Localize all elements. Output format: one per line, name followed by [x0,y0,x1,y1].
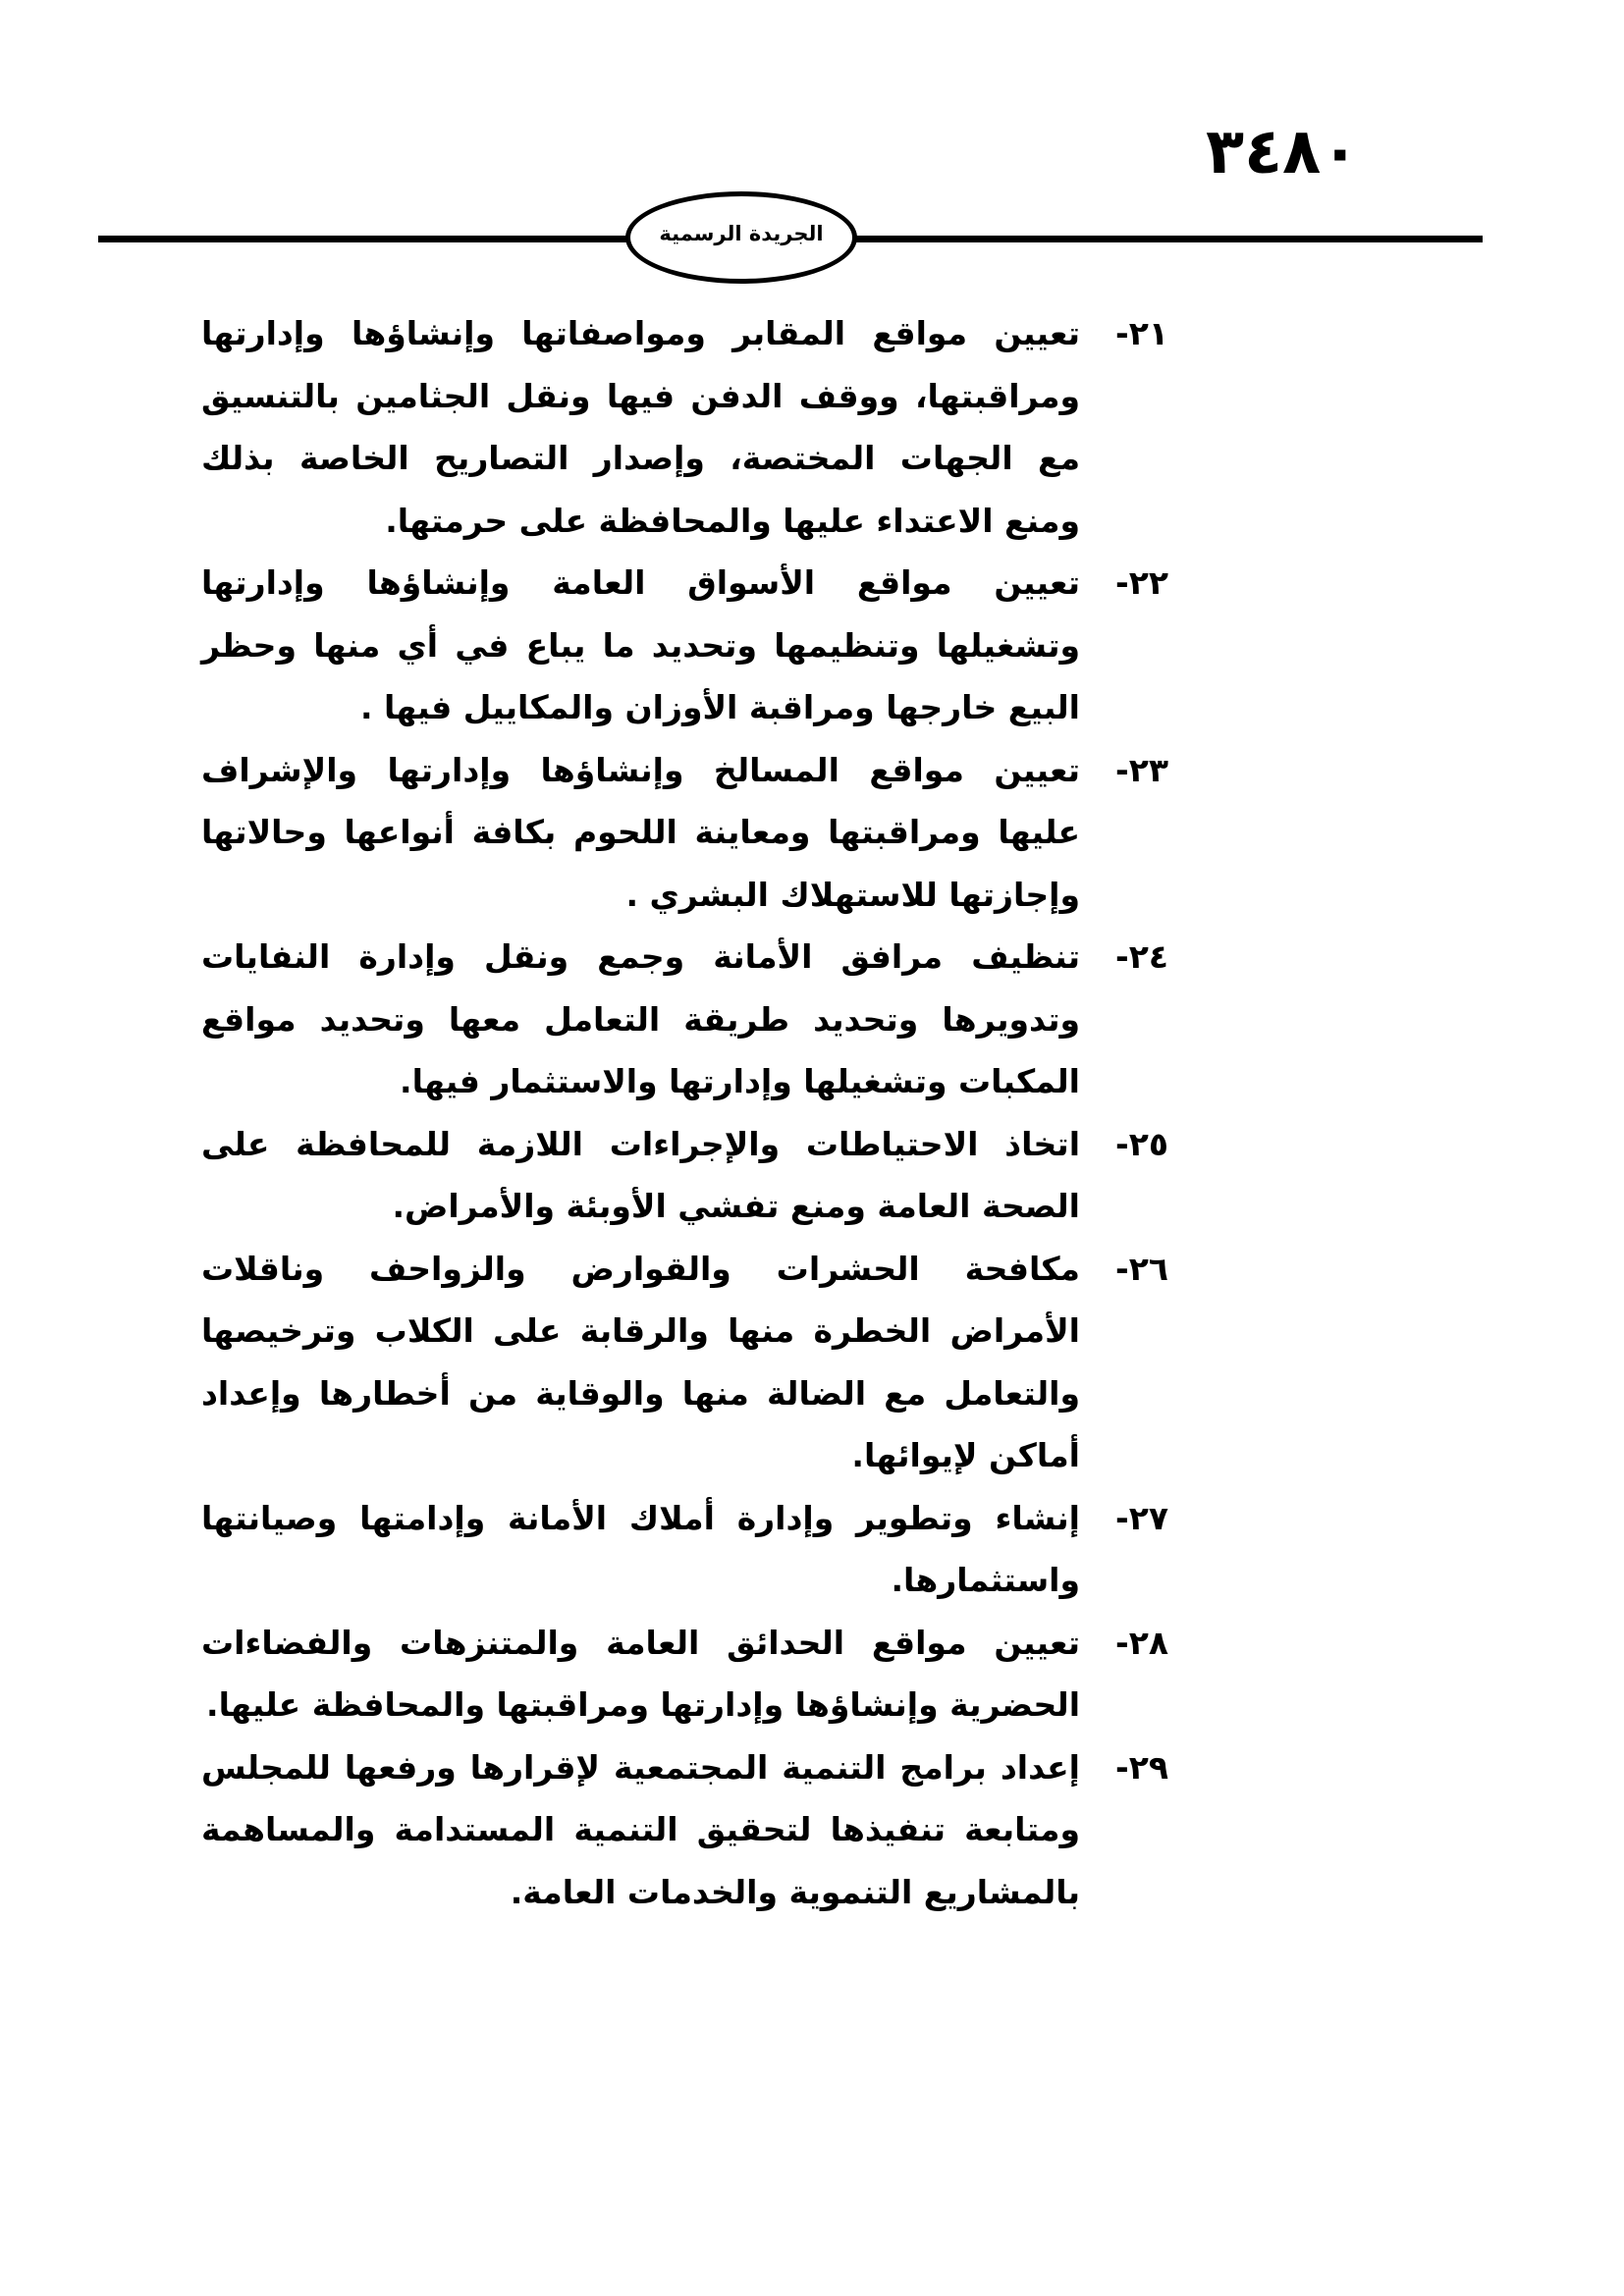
list-item [196,1736,1168,1924]
page-number: ٣٤٨٠ [1206,116,1360,188]
header-rule-right [849,236,1483,242]
item-text: تعيين مواقع الأسواق العامة وإنشاؤها وإدارتها وتشغيلها وتنظيمها وتحديد ما يباع في أي منها وحظر البيع خارجها ومراقبة الأوزان والمكاييل فيها . [201,563,1080,726]
item-number: ٢٧- [1115,1498,1168,1537]
list-item [196,1238,1168,1487]
list-item [196,302,1168,552]
item-number: ٢١- [1115,314,1168,352]
item-text: تعيين مواقع المسالخ وإنشاؤها وإدارتها والإشراف عليها ومراقبتها ومعاينة اللحوم بكافة أنواعها وحالاتها وإجازتها للاستهلاك البشري . [201,750,1080,914]
gazette-title-oval [625,191,857,284]
item-number: ٢٩- [1115,1747,1168,1787]
list-item [196,552,1168,739]
item-text: إعداد برامج التنمية المجتمعية لإقرارها ورفعها للمجلس ومتابعة تنفيذها لتحقيق التنمية المستدامة والمساهمة بالمشاريع التنموية والخدمات العامة. [201,1747,1080,1911]
list-item [196,926,1168,1113]
item-text: تعيين مواقع المقابر ومواصفاتها وإنشاؤها وإدارتها ومراقبتها، ووقف الدفن فيها ونقل الجثامين بالتنسيق مع الجهات المختصة، وإصدار التصاريح الخاصة بذلك ومنع الاعتداء عليها والمحافظة على حرمتها. [201,314,1080,540]
item-number: ٢٢- [1115,563,1168,602]
header-rule-left [98,236,633,242]
item-number: ٢٦- [1115,1249,1168,1288]
list-item [196,1487,1168,1612]
item-text: تنظيف مرافق الأمانة وجمع ونقل وإدارة النفايات وتدويرها وتحديد طريقة التعامل معها وتحديد مواقع المكبات وتشغيلها وإدارتها والاستثمار فيها. [201,937,1080,1100]
list-item [196,739,1168,927]
item-text: إنشاء وتطوير وإدارة أملاك الأمانة وإدامتها وصيانتها واستثمارها. [201,1498,1080,1599]
list-item [196,1612,1168,1736]
item-number: ٢٥- [1115,1124,1168,1163]
article-list [196,302,1168,1923]
item-text: تعيين مواقع الحدائق العامة والمتنزهات والفضاءات الحضرية وإنشاؤها وإدارتها ومراقبتها والمحافظة عليها. [201,1623,1080,1724]
item-number: ٢٨- [1115,1623,1168,1662]
list-item [196,1113,1168,1238]
item-text: مكافحة الحشرات والقوارض والزواحف وناقلات الأمراض الخطرة منها والرقابة على الكلاب وترخيصها والتعامل مع الضالة منها والوقاية من أخطارها وإعداد أماكن لإيوائها. [201,1249,1080,1474]
item-number: ٢٣- [1115,750,1168,789]
gazette-title: الجريدة الرسمية [659,222,824,245]
item-number: ٢٤- [1115,937,1168,976]
item-text: اتخاذ الاحتياطات والإجراءات اللازمة للمحافظة على الصحة العامة ومنع تفشي الأوبئة والأمراض. [201,1124,1080,1225]
